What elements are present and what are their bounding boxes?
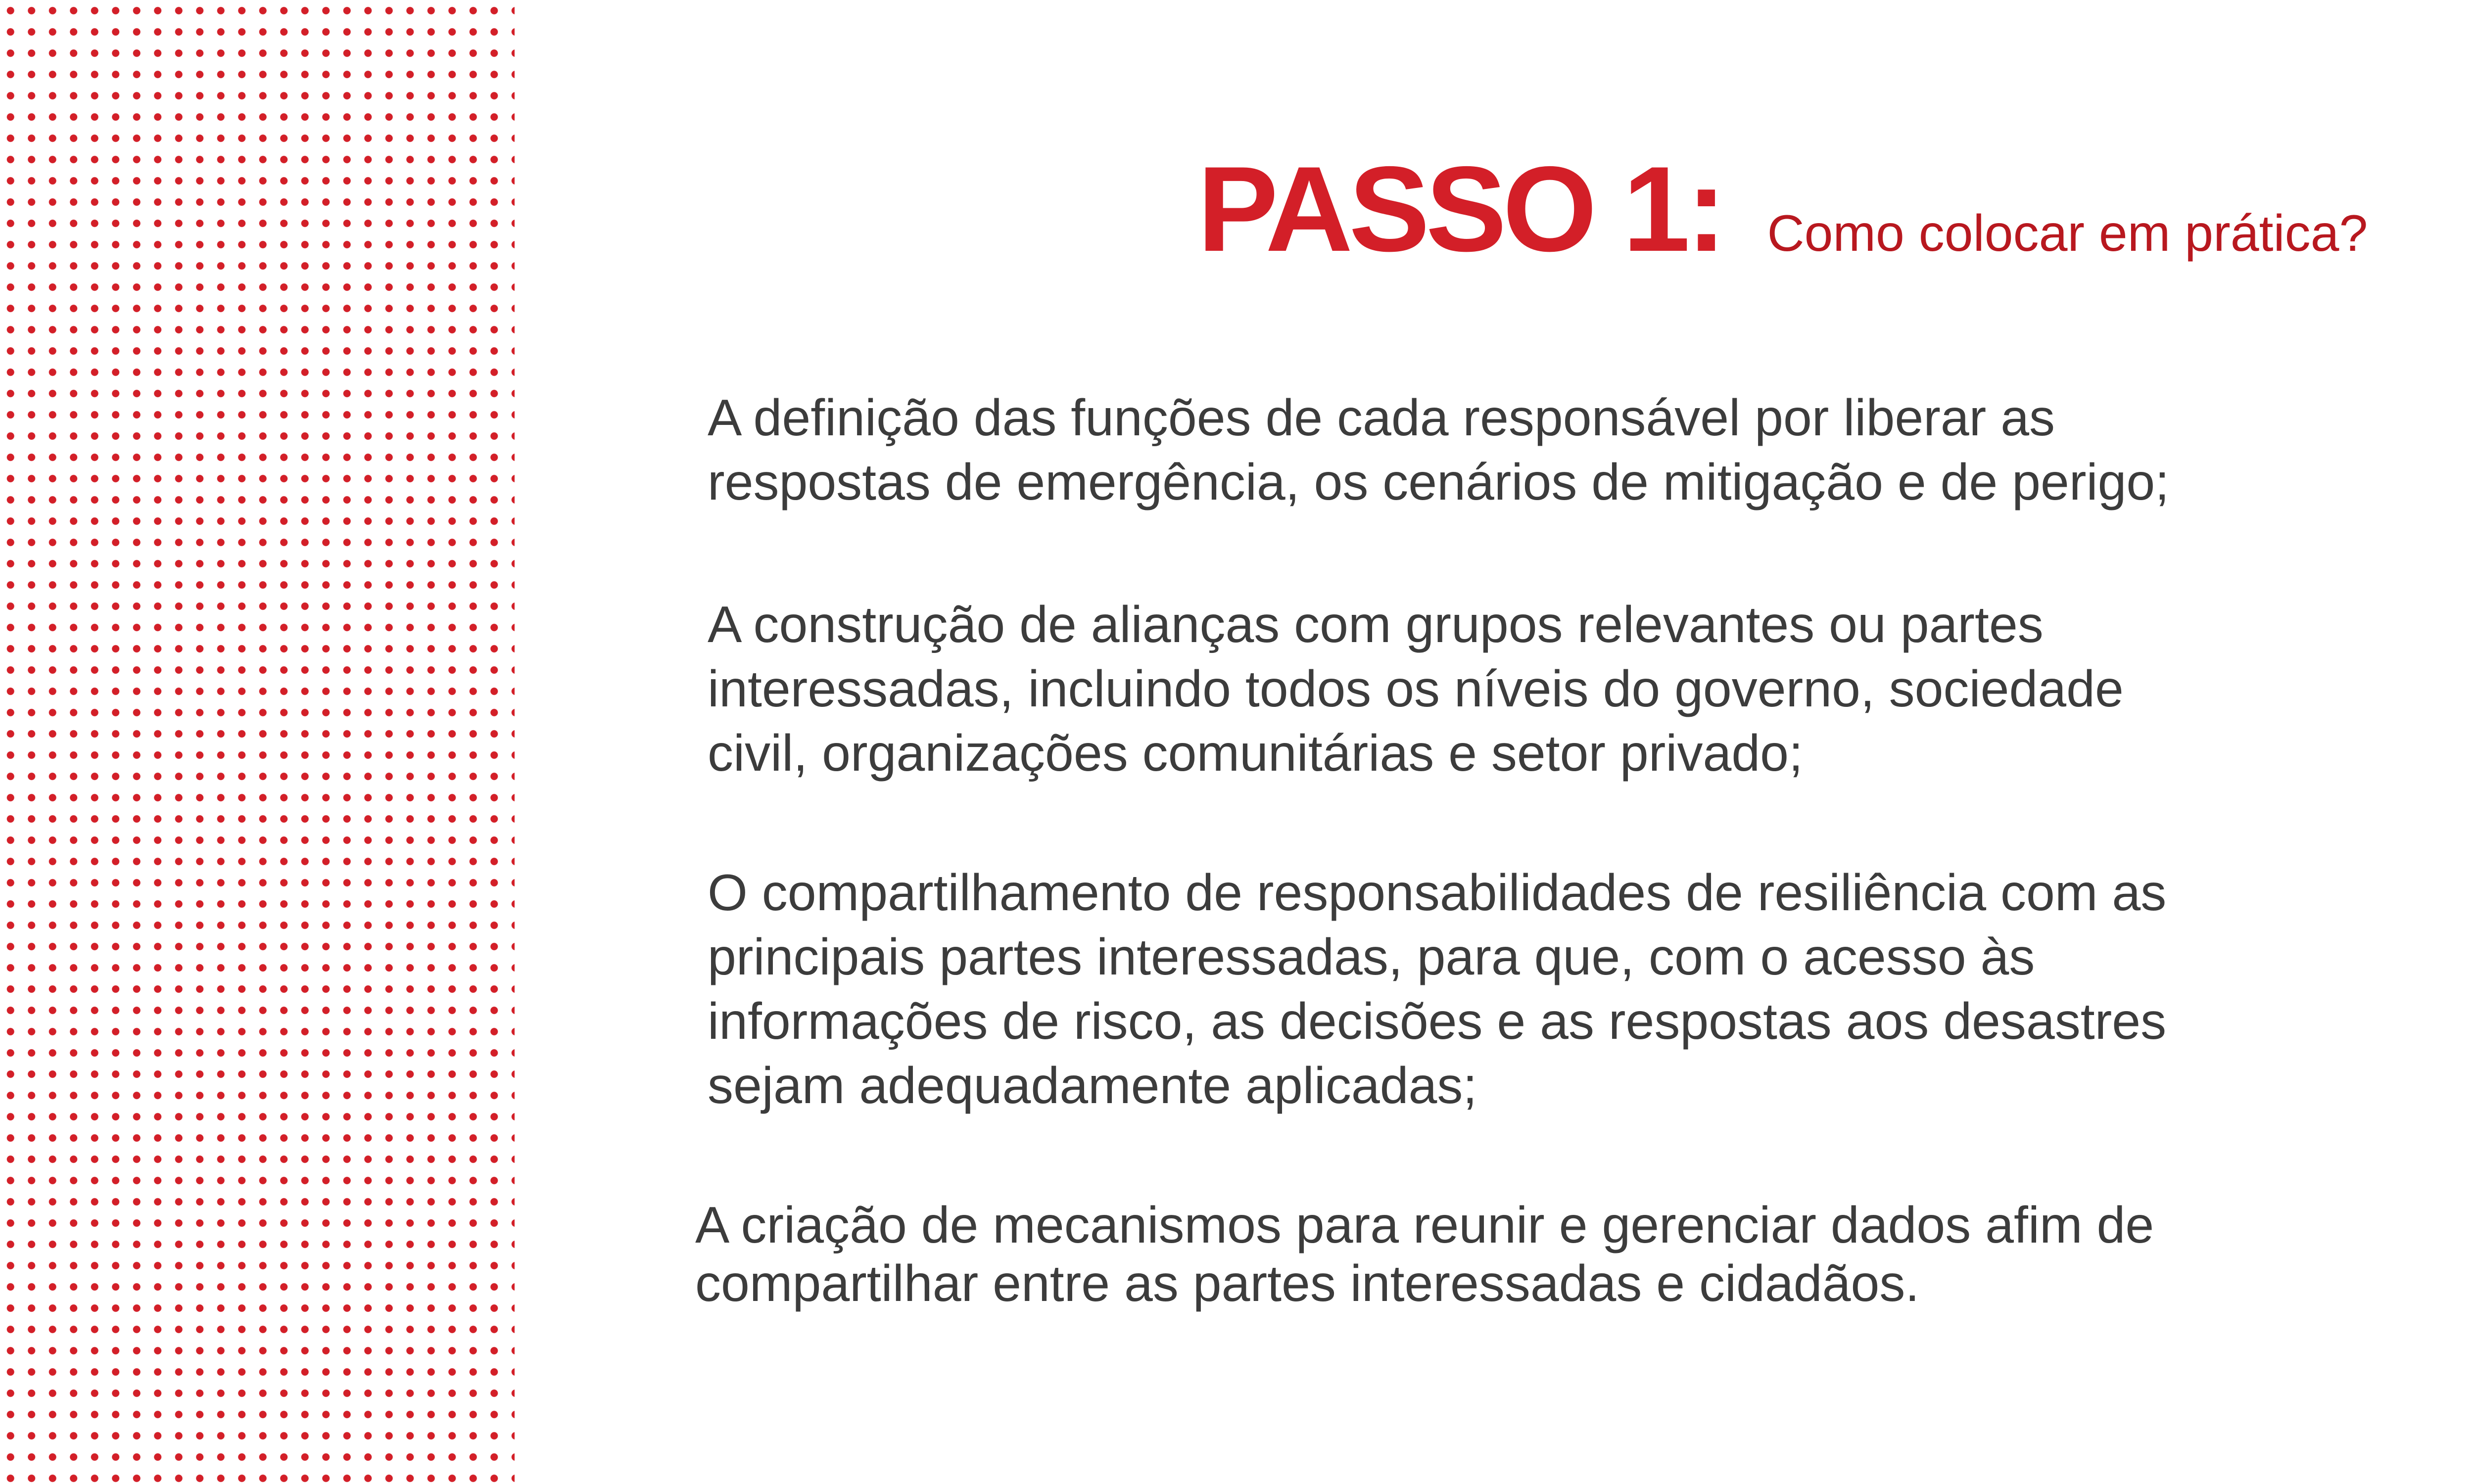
paragraph-construcao-aliancas <box>708 593 2124 786</box>
paragraph-line: civil, organizações comunitárias e setor privado; <box>708 725 1803 782</box>
paragraph-line: O compartilhamento de responsabilidades de resiliência com as <box>708 864 2167 922</box>
paragraph-compartilhamento-responsabilidades <box>708 861 2166 1118</box>
paragraph-line: sejam adequadamente aplicadas; <box>708 1057 1477 1114</box>
paragraph-line: informações de risco, as decisões e as respostas aos desastres <box>708 993 2167 1050</box>
paragraph-definicao-funcoes <box>708 386 2169 514</box>
paragraph-line: interessadas, incluindo todos os níveis do governo, sociedade <box>708 660 2124 718</box>
slide-header <box>1197 141 2368 277</box>
paragraph-line: A criação de mecanismos para reunir e gerenciar dados afim de <box>695 1197 2154 1254</box>
paragraph-line: respostas de emergência, os cenários de mitigação e de perigo; <box>708 454 2170 511</box>
paragraph-line: A construção de alianças com grupos relevantes ou partes <box>708 596 2044 653</box>
red-dot-pattern-decoration <box>0 0 515 1484</box>
step-subtitle: Como colocar em prática? <box>1767 205 2368 262</box>
paragraph-line: compartilhar entre as partes interessadas e cidadãos. <box>695 1255 1920 1312</box>
paragraph-line: principais partes interessadas, para que, com o acesso às <box>708 928 2035 986</box>
paragraph-criacao-mecanismos <box>695 1196 2154 1313</box>
paragraph-line: A definição das funções de cada responsável por liberar as <box>708 389 2055 447</box>
step-title: PASSO 1: <box>1197 141 1723 277</box>
